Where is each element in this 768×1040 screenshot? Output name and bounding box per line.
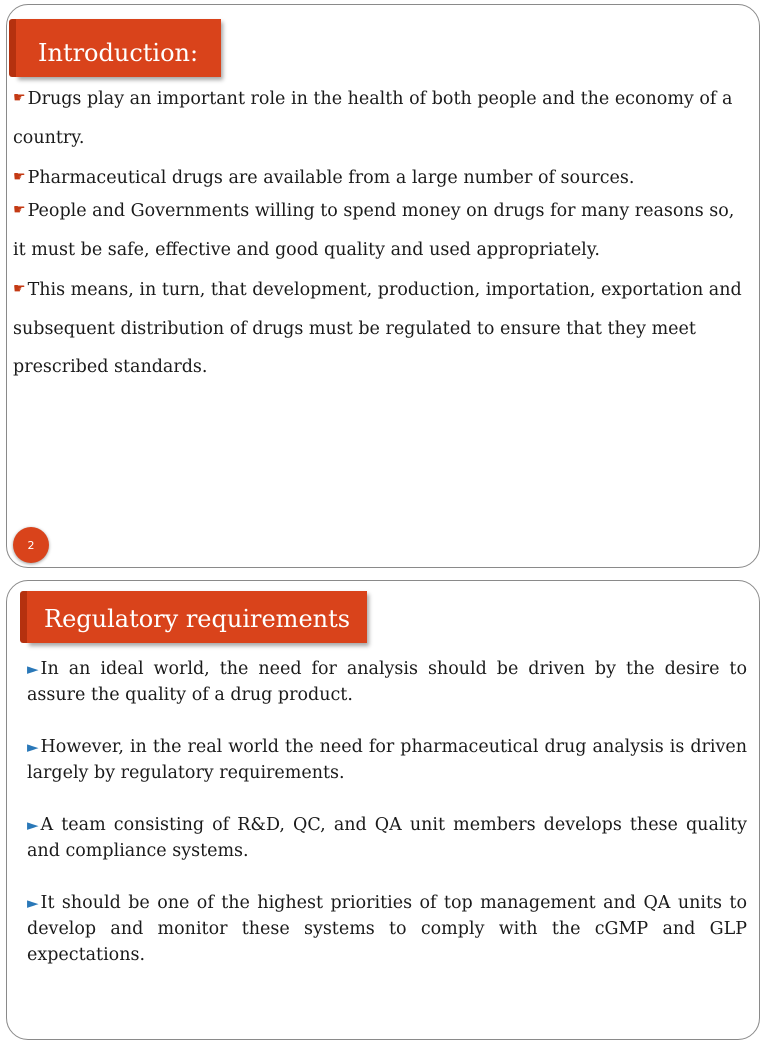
pointing-hand-icon: ☛ [13,281,26,297]
slide-title: Regulatory requirements [27,591,367,643]
bullet-text: This means, in turn, that development, production, importation, exportation and subsequent distribution of drugs must be regulated to ensure that they meet prescribed standards. [13,280,742,377]
pointing-hand-icon: ☛ [13,169,26,185]
bullet-text: In an ideal world, the need for analysis should be driven by the desire to assure the quality of a drug product. [27,659,747,705]
bullet-text: People and Governments willing to spend money on drugs for many reasons so, it must be safe, effective and good quality and used appropriately. [13,201,735,260]
pointing-hand-icon: ☛ [13,202,26,218]
bullet-item [13,271,749,386]
bullet-item [13,80,749,157]
bullet-item [27,812,747,864]
pointing-hand-icon: ☛ [13,90,26,106]
bullet-text: It should be one of the highest priorities of top management and QA units to develop and monitor these systems to comply with the cGMP and GLP expectations. [27,893,747,965]
page-number-badge: 2 [13,527,49,563]
triangle-right-icon: ► [27,738,39,756]
bullet-text: Drugs play an important role in the health of both people and the economy of a country. [13,89,733,148]
bullet-text: Pharmaceutical drugs are available from a large number of sources. [27,168,635,188]
slide-regulatory-requirements [6,580,760,1040]
bullet-item [27,890,747,968]
bullet-text: A team consisting of R&D, QC, and QA unit members develops these quality and compliance systems. [27,815,747,861]
bullet-text: However, in the real world the need for pharmaceutical drug analysis is driven largely by regulatory requirements. [27,737,747,783]
slide-body [27,656,747,994]
slide-body [13,80,749,386]
triangle-right-icon: ► [27,894,39,912]
bullet-item [13,192,749,269]
slide-title: Introduction: [16,19,221,77]
triangle-right-icon: ► [27,660,39,678]
slide-introduction [6,4,760,568]
bullet-item [27,656,747,708]
bullet-item [27,734,747,786]
triangle-right-icon: ► [27,816,39,834]
